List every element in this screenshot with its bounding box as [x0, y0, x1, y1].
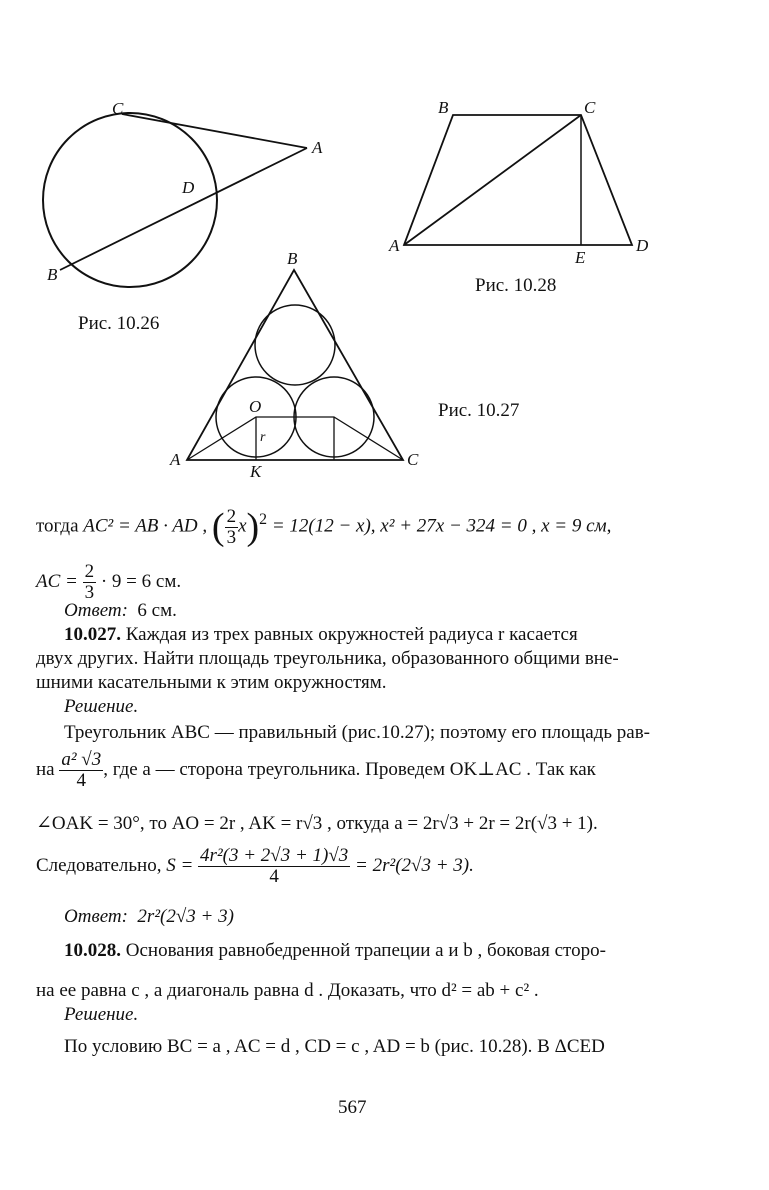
fig28-label-a: A [389, 236, 400, 255]
fig28-label-c: C [584, 98, 596, 117]
fig28-caption: Рис. 10.28 [475, 275, 557, 296]
equation-line-1: тогда AC² = AB · AD , ( $\frac{2}{3}$ x)$^2$ = 12(12 − x), x² + 27x − 324 = 0 , x = 9 см, [36, 505, 612, 548]
fig27-label-c: C [407, 450, 419, 469]
solution-heading-2: Решение. [64, 1004, 139, 1025]
answer-2: Ответ: 2r²(2√3 + 3) [64, 906, 234, 927]
fig26-tangent-line [122, 114, 307, 148]
solution-1-line-4: Следовательно, S = $\frac{\text{4r²(3 + 2√3 + 1)√3}}{4}$ = 2r²(2√3 + 3). [36, 845, 474, 887]
problem-10-027-line-1: 10.027. Каждая из трех равных окружностей радиуса r касается [64, 624, 578, 645]
problem-10-027-line-2: двух других. Найти площадь треугольника, образованного общими вне- [36, 648, 619, 669]
problem-10-028-line-2: на ее равна c , а диагональ равна d . Доказать, что d² = ab + c² . [36, 980, 539, 1001]
solution-heading-1: Решение. [64, 696, 139, 717]
fig27-label-b: B [287, 249, 298, 268]
fig26-label-c: C [112, 99, 124, 118]
fig27-label-k: K [250, 462, 262, 481]
fig27-label-o: O [249, 397, 262, 416]
fig28-label-b: B [438, 98, 449, 117]
figure-10-28 [380, 95, 670, 270]
solution-1-line-3: ∠OAK = 30°, то AO = 2r , AK = r√3 , откуда a = 2r√3 + 2r = 2r(√3 + 1). [36, 813, 598, 834]
figure-10-27 [165, 245, 435, 485]
solution-2-line-1: По условию BC = a , AC = d , CD = c , AD = b (рис. 10.28). В ΔCED [64, 1036, 605, 1057]
page-number: 567 [338, 1097, 367, 1118]
fig28-diagonal-ac [404, 115, 581, 245]
fig28-label-d: D [636, 236, 649, 255]
fig26-caption: Рис. 10.26 [78, 313, 160, 334]
fig28-label-e: E [575, 248, 586, 267]
fig27-label-a: A [170, 450, 181, 469]
answer-1: Ответ: 6 см. [64, 600, 177, 621]
solution-1-line-2: на $\frac{\text{a² √3}}{4}$ , где a — сторона треугольника. Проведем OK⊥AC . Так как [36, 749, 596, 791]
fig26-label-b: B [47, 265, 58, 284]
equation-line-2: AC = $\frac{2}{3}$ · 9 = 6 см. [36, 561, 182, 603]
fig26-label-a: A [312, 138, 323, 157]
fig26-label-d: D [182, 178, 195, 197]
problem-10-028-line-1: 10.028. Основания равнобедренной трапеции a и b , боковая сторо- [64, 940, 606, 961]
fig28-trapezoid [404, 115, 632, 245]
fig27-label-r: r [260, 430, 266, 445]
fig27-caption: Рис. 10.27 [438, 400, 520, 421]
fig27-circle-top [255, 305, 335, 385]
solution-1-line-1: Треугольник ABC — правильный (рис.10.27); поэтому его площадь рав- [64, 722, 651, 743]
problem-10-027-line-3: шними касательными к этим окружностям. [36, 672, 387, 693]
